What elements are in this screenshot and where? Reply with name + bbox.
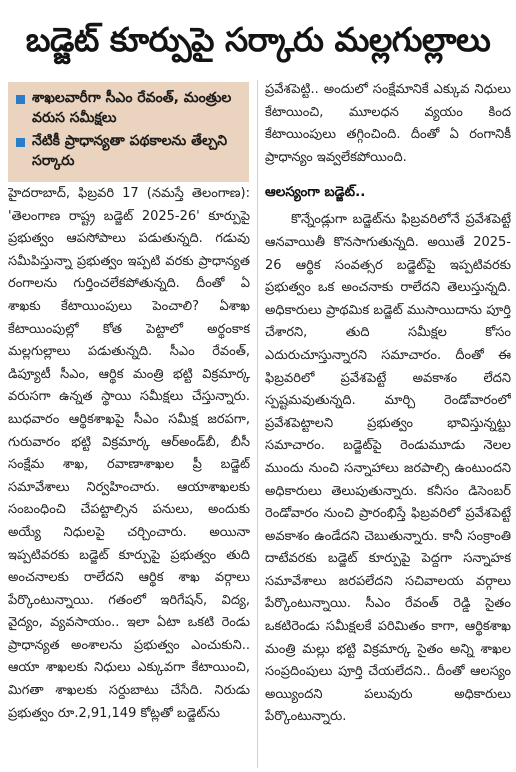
highlight-item [16,131,243,171]
left-column-text: హైదరాబాద్, ఫిబ్రవరి 17 (నమస్తే తెలంగాణ): 'తెలంగాణ రాష్ట్ర బడ్జెట్ 2025-26' కూర్పుపై ప్రభుత్వం ఆపసోపాలు పడుతున్నది. గడువు సమీపిస్తున్నా ప్రభుత్వం ఇప్పటి వరకు ప్రాధాన్యత రంగాలను గుర్తించలేకపోతున్నది. దీంతో ఏ శాఖకు కేటాయింపులు పెంచాలి? ఏశాఖ కేటాయింపుల్లో కోత పెట్టాలో అర్థంకాక మల్లగుల్లాలు పడుతున్నది. సీఎం రేవంత్, డిప్యూటీ సీఎం, ఆర్థిక మంత్రి భట్టి విక్రమార్క వరుసగా ఉన్నత స్థాయి సమీక్షలు చేస్తున్నారు. బుధవారం ఆర్థికశాఖపై సీఎం సమీక్ష జరపగా, గురువారం భట్టి విక్రమార్క ఆర్‌అండ్‌బీ, బీసీ సంక్షేమ శాఖ, రవాణాశాఖల ప్రీ బడ్జెట్ సమావేశాలు నిర్వహించారు. ఆయాశాఖలకు సంబంధించి చేపట్టాల్సిన పనులు, అందుకు అయ్యే నిధులపై చర్చించారు. అయినా ఇప్పటివరకు బడ్జెట్ కూర్పుపై ప్రభుత్వం తుది అంచనాలకు రాలేదని ఆర్థిక శాఖ వర్గాలు పేర్కొంటున్నాయి. గతంలో ఇరిగేషన్, విద్య, వైద్యం, వ్యవసాయం.. ఇలా ఏటా ఒకటి రెండు ప్రాధాన్యత అంశాలను ప్రభుత్వం ఎంచుకుని.. ఆయా శాఖలకు నిధులు ఎక్కువగా కేటాయించి, మిగతా శాఖలకు సర్దుబాటు చేసేది. నిరుడు ప్రభుత్వం రూ.2,91,149 కోట్లతో బడ్జెట్‌ను [8,186,250,721]
right-column-body: కొన్నేండ్లుగా బడ్జెట్‌ను ఫిబ్రవరిలోనే ప్రవేశపెట్టే ఆనవాయితీ కొనసాగుతున్నది. అయితే 2025-26 ఆర్థిక సంవత్సర బడ్జెట్‌పై ఇప్పటివరకు ప్రభుత్వం ఒక అంచనాకు రాలేదని తెలుస్తున్నది. అధికారులు ప్రాథమిక బడ్జెట్ ముసాయిదాను పూర్తి చేశారని, తుది సమీక్షల కోసం ఎదురుచూస్తున్నారని సమాచారం. దీంతో ఈ ఫిబ్రవరిలో ప్రవేశపెట్టే అవకాశం లేదని స్పష్టమవుతున్నది. మార్చి రెండోవారంలో ప్రవేశపెట్టాలని ప్రభుత్వం భావిస్తున్నట్టు సమాచారం. బడ్జెట్‌పై రెండుమూడు నెలల ముందు నుంచి సన్నాహాలు జరపాల్సి ఉంటుందని అధికారులు తెలుపుతున్నారు. కనీసం డిసెంబర్ రెండోవారం నుంచి ప్రారంభిస్తే ఫిబ్రవరిలో ప్రవేశపెట్టే అవకాశం ఉండేదని చెబుతున్నారు. కానీ సంక్రాంతి దాటేవరకు బడ్జెట్ కూర్పుపై పెద్దగా సన్నాహక సమావేశాలు జరపలేదని సచివాలయ వర్గాలు పేర్కొంటున్నాయి. సీఎం రేవంత్ రెడ్డి సైతం ఒకటిరెండు సమీక్షలకే పరిమితం కాగా, ఆర్థికశాఖ మంత్రి మల్లు భట్టి విక్రమార్క సైతం అన్ని శాఖల సంప్రదింపులు పూర్తి చేయలేదని.. దీంతో ఆలస్యం అయ్యిందని పలువురు అధికారులు పేర్కొంటున్నారు. [265,212,511,725]
left-column [8,183,250,768]
subheading: ఆలస్యంగా బడ్జెట్.. [265,184,366,201]
square-bullet-icon [16,138,25,147]
right-column-intro: ప్రవేశపెట్టి.. అందులో సంక్షేమానికే ఎక్కువ నిధులు కేటాయించి, మూలధన వ్యయం కింద కేటాయింపులు తగ్గించింది. దీంతో ఏ రంగానికీ ప్రాధాన్యం ఇవ్వలేకపోయింది. [265,82,511,165]
column-divider [257,80,258,768]
right-column [265,79,511,768]
highlights-box [8,82,249,182]
headline: బడ్జెట్ కూర్పుపై సర్కారు మల్లగుల్లాలు [25,20,491,59]
highlight-text: నేటికీ ప్రాధాన్యతా పథకాలను తేల్చని సర్కారు [32,133,228,169]
highlight-text: శాఖలవారీగా సీఎం రేవంత్, మంత్రుల వరుస సమీక్షలు [32,90,232,126]
highlight-item [16,88,243,128]
square-bullet-icon [16,95,25,104]
